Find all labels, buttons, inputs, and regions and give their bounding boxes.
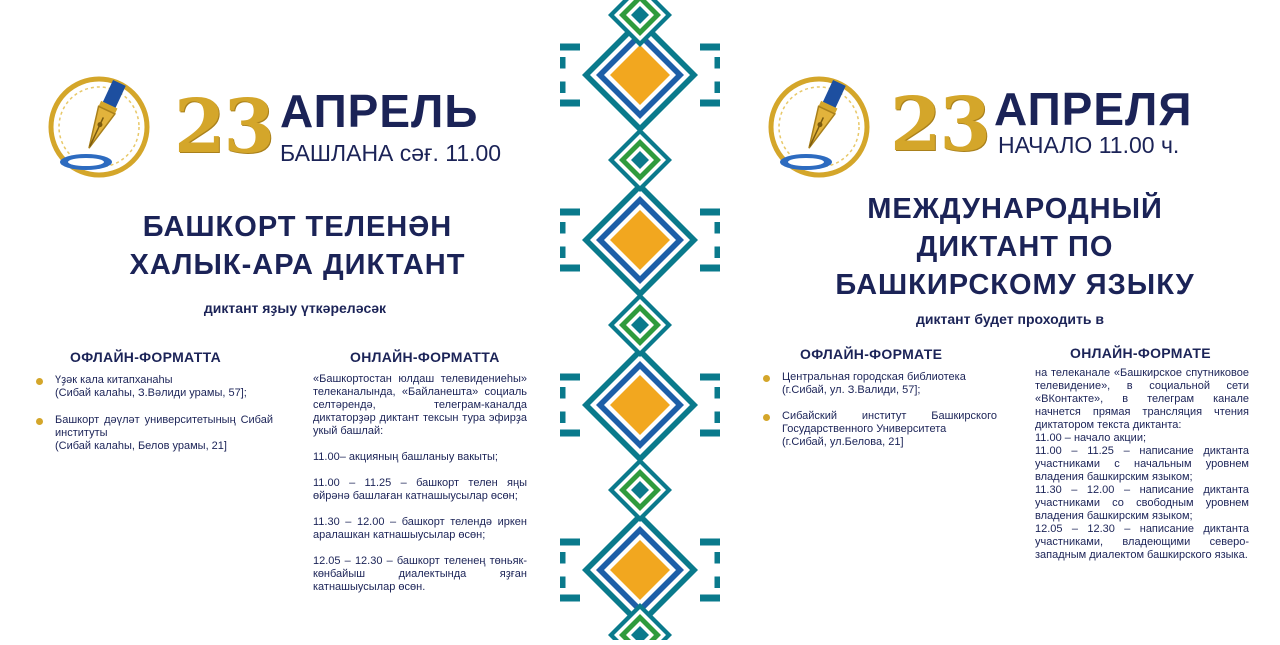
schedule-text: 11.00 – начало акции; <box>1035 432 1147 444</box>
start-time: БАШЛАНА сәғ. 11.00 <box>280 140 502 166</box>
venue-address: (Сибай калаһы, З.Вәлиди урамы, 57]; <box>55 387 247 399</box>
ornament-hook <box>560 212 580 230</box>
fountain-pen-logo-icon <box>44 72 154 182</box>
offline-format-heading: ОФЛАЙН-ФОРМАТЕ <box>800 346 943 362</box>
venue-address: (Сибай калаһы, Белов урамы, 21] <box>55 440 227 452</box>
venue-name: Үҙәк кала китапханаһы <box>55 374 173 386</box>
bullet-icon <box>36 378 43 385</box>
offline-format-heading: ОФЛАЙН-ФОРМАТТА <box>70 349 221 365</box>
title-line: БАШКОРТ ТЕЛЕНӘН <box>142 211 453 243</box>
date-month: АПРЕЛЬ <box>280 85 479 137</box>
title-line: ДИКТАНТ ПО <box>916 231 1114 263</box>
event-title <box>820 190 1210 304</box>
ornament-hook <box>700 377 720 395</box>
offline-venue <box>782 410 997 449</box>
schedule-text: 11.00– акцияның башланыу вакыты; <box>313 451 498 463</box>
bashkir-announcement <box>0 0 560 640</box>
russian-announcement <box>720 0 1280 640</box>
date-month: АПРЕЛЯ <box>994 83 1193 135</box>
offline-venue <box>55 414 273 453</box>
start-time: НАЧАЛО 11.00 ч. <box>998 132 1180 158</box>
schedule-text: на телеканале «Башкирское спутниковое телевидение», в социальной сети «ВКонтакте», в телеграм канале начнется прямая трансляция чтения диктатором текста диктанта: <box>1035 367 1249 431</box>
title-line: БАШКИРСКОМУ ЯЗЫКУ <box>835 269 1195 301</box>
venue-address: (г.Сибай, ул. З.Валиди, 57]; <box>782 384 921 396</box>
bullet-icon <box>763 375 770 382</box>
event-subtitle: диктант будет проходить в <box>916 311 1104 327</box>
schedule-text: 12.05 – 12.30 – башкорт теленең төньяк-көнбайыш диалектында яҙған катнашыусылар өсөн. <box>313 555 527 593</box>
ornament-hook <box>560 85 580 103</box>
date-day: 23 <box>890 82 989 168</box>
ornament-hook <box>560 250 580 268</box>
fountain-pen-logo-icon <box>764 72 874 182</box>
title-line: ХАЛЫК-АРА ДИКТАНТ <box>129 249 466 281</box>
ornament-hook <box>560 47 580 65</box>
schedule-text: «Башкортостан юлдаш телевидениеһы» телеканалында, «Байланешта» социаль селтәрендә, телеграм-каналда диктаторҙәр диктант тексын тура эфирҙа укый башлай: <box>313 373 527 437</box>
venue-address: (г.Сибай, ул.Белова, 21] <box>782 436 904 448</box>
ornament-hook <box>700 250 720 268</box>
ornament-hook <box>700 542 720 560</box>
ornament-hook <box>560 377 580 395</box>
venue-name: Центральная городская библиотека <box>782 371 966 383</box>
schedule-text: 12.05 – 12.30 – написание диктанта участниками, владеющими северо-западным диалектом башкирского языка. <box>1035 523 1249 561</box>
ornament-hook <box>700 212 720 230</box>
ornament-hook <box>560 542 580 560</box>
online-schedule <box>313 373 527 607</box>
offline-venue <box>782 371 1002 397</box>
bashkir-ornament <box>560 0 720 640</box>
online-format-heading: ОНЛАЙН-ФОРМАТТА <box>350 349 500 365</box>
ornament-hook <box>700 415 720 433</box>
offline-venue <box>55 374 275 400</box>
date-day: 23 <box>174 84 273 170</box>
ornament-hook <box>560 415 580 433</box>
title-line: МЕЖДУНАРОДНЫЙ <box>867 193 1163 225</box>
ornament-hook <box>700 47 720 65</box>
schedule-text: 11.00 – 11.25 – написание диктанта участниками с начальным уровнем владения башкирским языком; <box>1035 445 1249 483</box>
schedule-text: 11.00 – 11.25 – башкорт телен яңы өйрәнә башлаған катнашыусылар өсөн; <box>313 477 527 502</box>
bullet-icon <box>36 418 43 425</box>
ornament-hook <box>560 580 580 598</box>
event-subtitle: диктант яҙыу үткәреләсәк <box>203 300 387 316</box>
bullet-icon <box>763 414 770 421</box>
online-format-heading: ОНЛАЙН-ФОРМАТЕ <box>1070 345 1211 361</box>
schedule-text: 11.30 – 12.00 – написание диктанта участниками со свободным уровнем владения башкирским языком; <box>1035 484 1249 522</box>
schedule-text: 11.30 – 12.00 – башкорт телендә иркен аралашкан катнашыусылар өсөн; <box>313 516 527 541</box>
venue-name: Сибайский институт Башкирского Государственного Университета <box>782 410 997 435</box>
ornament-hook <box>700 580 720 598</box>
venue-name: Башкорт дәүләт университетының Сибай институты <box>55 414 273 439</box>
ornament-hook <box>700 85 720 103</box>
event-title <box>100 208 495 284</box>
online-schedule <box>1035 367 1249 562</box>
